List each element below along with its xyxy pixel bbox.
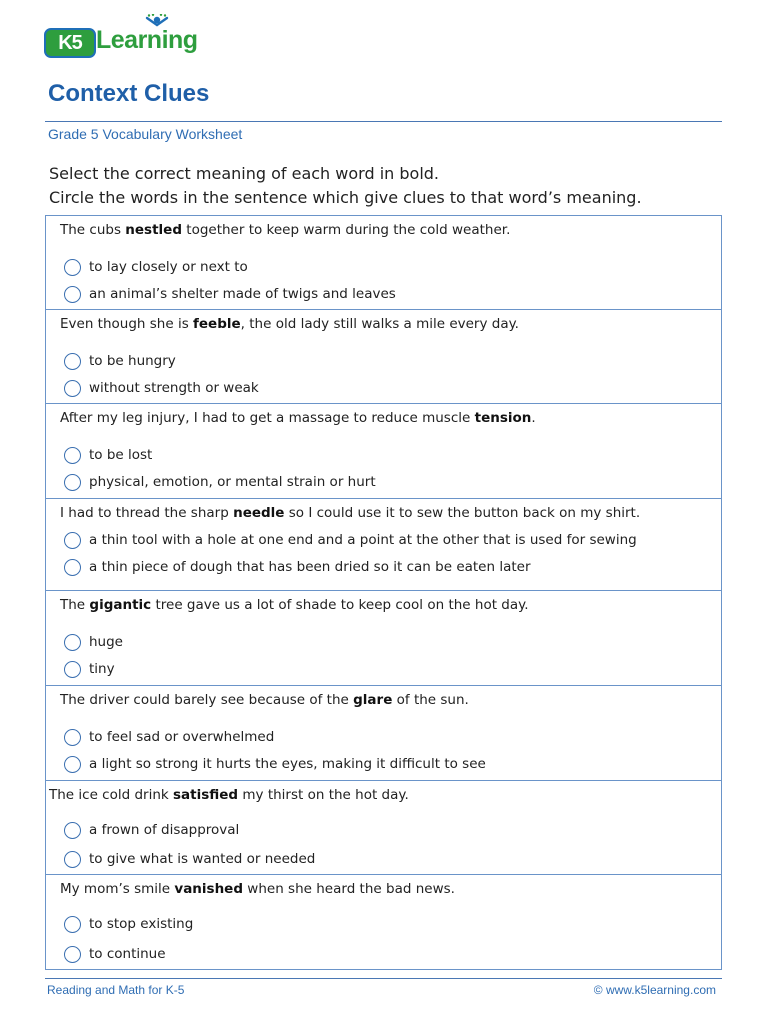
answer-option[interactable]	[64, 283, 396, 305]
answer-option[interactable]	[64, 913, 193, 935]
question-row	[46, 404, 721, 499]
sentence-after: when she heard the bad news.	[243, 881, 455, 897]
worksheet-subtitle: Grade 5 Vocabulary Worksheet	[48, 126, 243, 142]
question-sentence	[60, 881, 455, 897]
page-title: Context Clues	[48, 80, 210, 107]
answer-option-label: a light so strong it hurts the eyes, making it difficult to see	[89, 756, 486, 772]
vocabulary-word: glare	[353, 692, 393, 708]
logo-badge: K5	[44, 28, 96, 58]
radio-circle-icon[interactable]	[64, 559, 81, 576]
sentence-after: so I could use it to sew the button back on my shirt.	[284, 505, 641, 521]
answer-option[interactable]	[64, 726, 274, 748]
question-row	[46, 216, 721, 310]
answer-option-label: without strength or weak	[89, 380, 259, 396]
radio-circle-icon[interactable]	[64, 353, 81, 370]
radio-circle-icon[interactable]	[64, 729, 81, 746]
answer-option[interactable]	[64, 556, 531, 578]
sentence-after: of the sun.	[392, 692, 469, 708]
question-sentence	[60, 316, 519, 332]
answer-option[interactable]	[64, 377, 259, 399]
answer-option[interactable]	[64, 631, 123, 653]
vocabulary-word: feeble	[193, 316, 241, 332]
answer-option-label: to be hungry	[89, 353, 176, 369]
answer-option[interactable]	[64, 753, 486, 775]
answer-option[interactable]	[64, 848, 315, 870]
sentence-before: My mom’s smile	[60, 881, 175, 897]
question-row	[46, 591, 721, 686]
sentence-before: The cubs	[60, 222, 126, 238]
radio-circle-icon[interactable]	[64, 259, 81, 276]
answer-option[interactable]	[64, 819, 239, 841]
answer-option-label: a frown of disapproval	[89, 822, 240, 838]
footer-website: © www.k5learning.com	[593, 983, 716, 997]
radio-circle-icon[interactable]	[64, 474, 81, 491]
answer-option-label: to continue	[89, 946, 166, 962]
vocabulary-word: nestled	[125, 222, 182, 238]
answer-option-label: an animal’s shelter made of twigs and leaves	[89, 286, 396, 302]
sentence-after: tree gave us a lot of shade to keep cool on the hot day.	[151, 597, 529, 613]
answer-option-label: to give what is wanted or needed	[89, 851, 316, 867]
radio-circle-icon[interactable]	[64, 756, 81, 773]
radio-circle-icon[interactable]	[64, 532, 81, 549]
radio-circle-icon[interactable]	[64, 661, 81, 678]
answer-option-label: to lay closely or next to	[89, 259, 248, 275]
k5-learning-logo	[44, 14, 214, 58]
question-sentence	[60, 410, 536, 426]
answer-option-label: a thin tool with a hole at one end and a point at the other that is used for sewing	[89, 532, 637, 548]
answer-option[interactable]	[64, 658, 115, 680]
question-row	[46, 499, 721, 591]
question-grid	[45, 215, 722, 970]
sentence-before: The driver could barely see because of the	[60, 692, 354, 708]
radio-circle-icon[interactable]	[64, 822, 81, 839]
vocabulary-word: needle	[233, 505, 285, 521]
sentence-before: The ice cold drink	[49, 787, 173, 803]
sentence-before: After my leg injury, I had to get a massage to reduce muscle	[60, 410, 475, 426]
answer-option-label: physical, emotion, or mental strain or hurt	[89, 474, 376, 490]
radio-circle-icon[interactable]	[64, 380, 81, 397]
sentence-before: Even though she is	[60, 316, 194, 332]
answer-option[interactable]	[64, 529, 637, 551]
instruction-line-2: Circle the words in the sentence which give clues to that word’s meaning.	[49, 188, 642, 207]
sentence-after: my thirst on the hot day.	[238, 787, 409, 803]
instructions	[49, 162, 642, 210]
question-sentence	[60, 597, 529, 613]
sentence-before: I had to thread the sharp	[60, 505, 234, 521]
k5-logo-icon	[144, 14, 170, 36]
question-row	[46, 686, 721, 781]
vocabulary-word: vanished	[174, 881, 244, 897]
answer-option[interactable]	[64, 943, 166, 965]
answer-option-label: tiny	[89, 661, 115, 677]
radio-circle-icon[interactable]	[64, 916, 81, 933]
question-row	[46, 310, 721, 404]
answer-option-label: to be lost	[89, 447, 153, 463]
logo-text: Learning	[96, 26, 198, 54]
radio-circle-icon[interactable]	[64, 286, 81, 303]
radio-circle-icon[interactable]	[64, 447, 81, 464]
header-divider	[45, 121, 722, 122]
sentence-after: , the old lady still walks a mile every day.	[240, 316, 519, 332]
answer-option[interactable]	[64, 350, 176, 372]
answer-option-label: to stop existing	[89, 916, 194, 932]
question-sentence	[49, 787, 409, 803]
vocabulary-word: tension	[474, 410, 532, 426]
instruction-line-1: Select the correct meaning of each word in bold.	[49, 164, 439, 183]
vocabulary-word: satisfied	[173, 787, 239, 803]
sentence-before: The	[60, 597, 90, 613]
answer-option[interactable]	[64, 471, 376, 493]
answer-option[interactable]	[64, 444, 152, 466]
sentence-after: .	[531, 410, 536, 426]
footer-tagline: Reading and Math for K-5	[47, 983, 185, 997]
radio-circle-icon[interactable]	[64, 851, 81, 868]
vocabulary-word: gigantic	[89, 597, 152, 613]
answer-option-label: a thin piece of dough that has been dried so it can be eaten later	[89, 559, 531, 575]
question-sentence	[60, 505, 640, 521]
radio-circle-icon[interactable]	[64, 946, 81, 963]
footer-divider	[45, 978, 722, 979]
answer-option-label: huge	[89, 634, 123, 650]
answer-option[interactable]	[64, 256, 248, 278]
question-sentence	[60, 692, 469, 708]
answer-option-label: to feel sad or overwhelmed	[89, 729, 275, 745]
question-sentence	[60, 222, 510, 238]
sentence-after: together to keep warm during the cold weather.	[181, 222, 511, 238]
radio-circle-icon[interactable]	[64, 634, 81, 651]
question-row	[46, 781, 721, 875]
question-row	[46, 875, 721, 971]
